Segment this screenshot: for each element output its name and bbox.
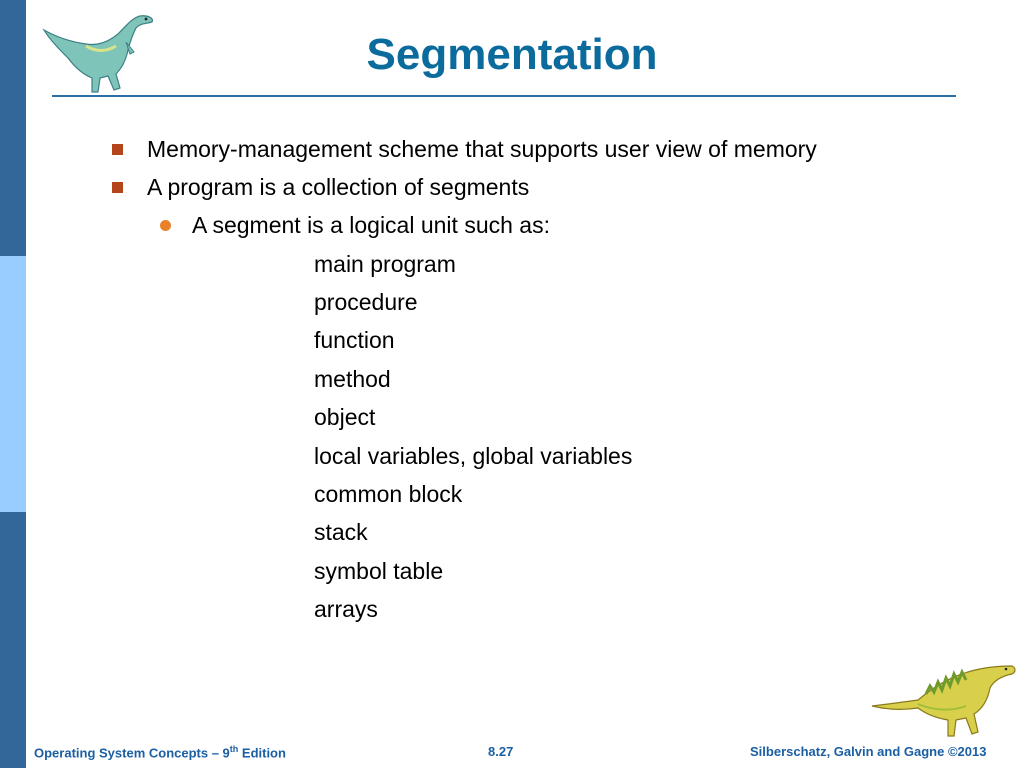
round-bullet-icon [160,220,171,231]
dinosaur-icon [870,660,1020,740]
page-number: 8.27 [488,744,514,759]
list-item: procedure [314,289,418,315]
footer-copyright: Silberschatz, Galvin and Gagne ©2013 [750,744,987,759]
list-item: local variables, global variables [314,443,633,469]
list-item: common block [314,481,463,507]
footer-book-title-suffix: Edition [238,745,286,761]
sidebar-stripe-bottom [0,512,26,768]
list-item: symbol table [314,558,444,584]
slide-title: Segmentation [366,30,658,79]
footer-book-title [34,744,286,760]
square-bullet-icon [112,182,123,193]
list-item: object [314,404,376,430]
list-item: function [314,327,395,353]
list-item: stack [314,519,368,545]
square-bullet-icon [112,144,123,155]
title-underline [52,95,956,97]
bullet-text: A program is a collection of segments [147,174,530,200]
footer-ordinal-suffix: th [229,744,239,754]
sidebar-stripe-middle [0,256,26,512]
list-item: method [314,366,391,392]
list-item: arrays [314,596,378,622]
list-item: main program [314,251,456,277]
bullet-text: Memory-management scheme that supports user view of memory [147,136,817,162]
footer-book-title-prefix: Operating System Concepts – 9 [34,745,230,761]
sub-bullet-text: A segment is a logical unit such as: [192,212,550,238]
